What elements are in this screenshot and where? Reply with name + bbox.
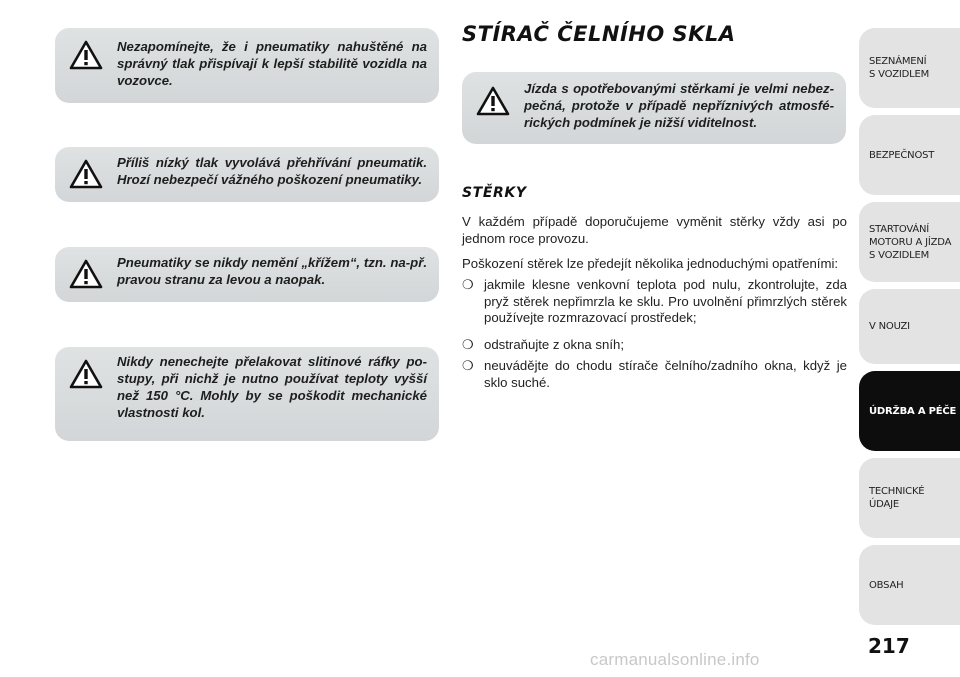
list-item-text: odstraňujte z okna sníh; <box>484 337 625 352</box>
warning-box-cross-swap <box>55 247 439 302</box>
warning-text: Nezapomínejte, že i pneumatiky nahuštěné na správný tlak přispívají k lepší stabilitě vozidla na vozovce. <box>117 39 427 88</box>
watermark: carmanualsonline.info <box>590 650 760 669</box>
warning-text: Příliš nízký tlak vyvolává přehřívání pneumatik. Hrozí nebezpečí vážného poškození pneumatiky. <box>117 155 427 187</box>
warning-triangle-icon <box>476 86 510 116</box>
nav-tab-technical-data[interactable]: TECHNICKÉ ÚDAJE <box>859 458 960 538</box>
warning-triangle-icon <box>69 159 103 189</box>
warning-triangle-icon <box>69 40 103 70</box>
nav-tab-contents[interactable]: OBSAH <box>859 545 960 625</box>
warning-box-worn-wipers <box>462 72 846 144</box>
nav-tab-safety[interactable]: BEZPEČNOST <box>859 115 960 195</box>
list-item-text: jakmile klesne venkovní teplota pod nulu, zkontrolujte, zda pryž stěrek nepřimrzla ke sklu. Pro uvolnění přimrzlých stěrek používejte rozmrazovací prostředek; <box>484 277 847 325</box>
warning-text: Pneumatiky se nikdy nemění „křížem“, tzn. na-př. pravou stranu za levou a naopak. <box>117 255 427 287</box>
list-item <box>462 337 847 354</box>
warning-box-pressure-stability <box>55 28 439 103</box>
circle-bullet-icon: ❍ <box>462 337 474 352</box>
page-number: 217 <box>868 634 910 658</box>
list-item <box>462 277 847 327</box>
nav-tab-maintenance[interactable]: ÚDRŽBA A PÉČE <box>859 371 960 451</box>
subsection-title: STĚRKY <box>462 185 527 201</box>
paragraph: Poškození stěrek lze předejít několika jednoduchými opatřeními: <box>462 256 839 271</box>
warning-triangle-icon <box>69 259 103 289</box>
section-title: STÍRAČ ČELNÍHO SKLA <box>462 22 736 46</box>
warning-text: Nikdy nenechejte přelakovat slitinové ráfky po-stupy, při nichž je nutno používat teploty vyšší než 150 °C. Mohly by se poškodit mechanické vlastnosti kol. <box>117 354 427 420</box>
warning-box-alloy-rims <box>55 347 439 441</box>
circle-bullet-icon: ❍ <box>462 277 474 292</box>
warning-text: Jízda s opotřebovanými stěrkami je velmi nebez-pečná, protože v případě nepříznivých atmosfé-rických podmínek je nižší viditelnost. <box>524 81 834 130</box>
paragraph: V každém případě doporučujeme vyměnit stěrky vždy asi po jednom roce provozu. <box>462 214 847 246</box>
nav-tab-introduction[interactable]: SEZNÁMENÍ S VOZIDLEM <box>859 28 960 108</box>
warning-box-low-pressure <box>55 147 439 202</box>
warning-triangle-icon <box>69 359 103 389</box>
circle-bullet-icon: ❍ <box>462 358 474 373</box>
nav-tab-starting-driving[interactable]: STARTOVÁNÍ MOTORU A JÍZDA S VOZIDLEM <box>859 202 960 282</box>
list-item-text: neuvádějte do chodu stírače čelního/zadního okna, když je sklo suché. <box>484 358 847 390</box>
list-item <box>462 358 847 391</box>
nav-tab-emergency[interactable]: V NOUZI <box>859 289 960 364</box>
